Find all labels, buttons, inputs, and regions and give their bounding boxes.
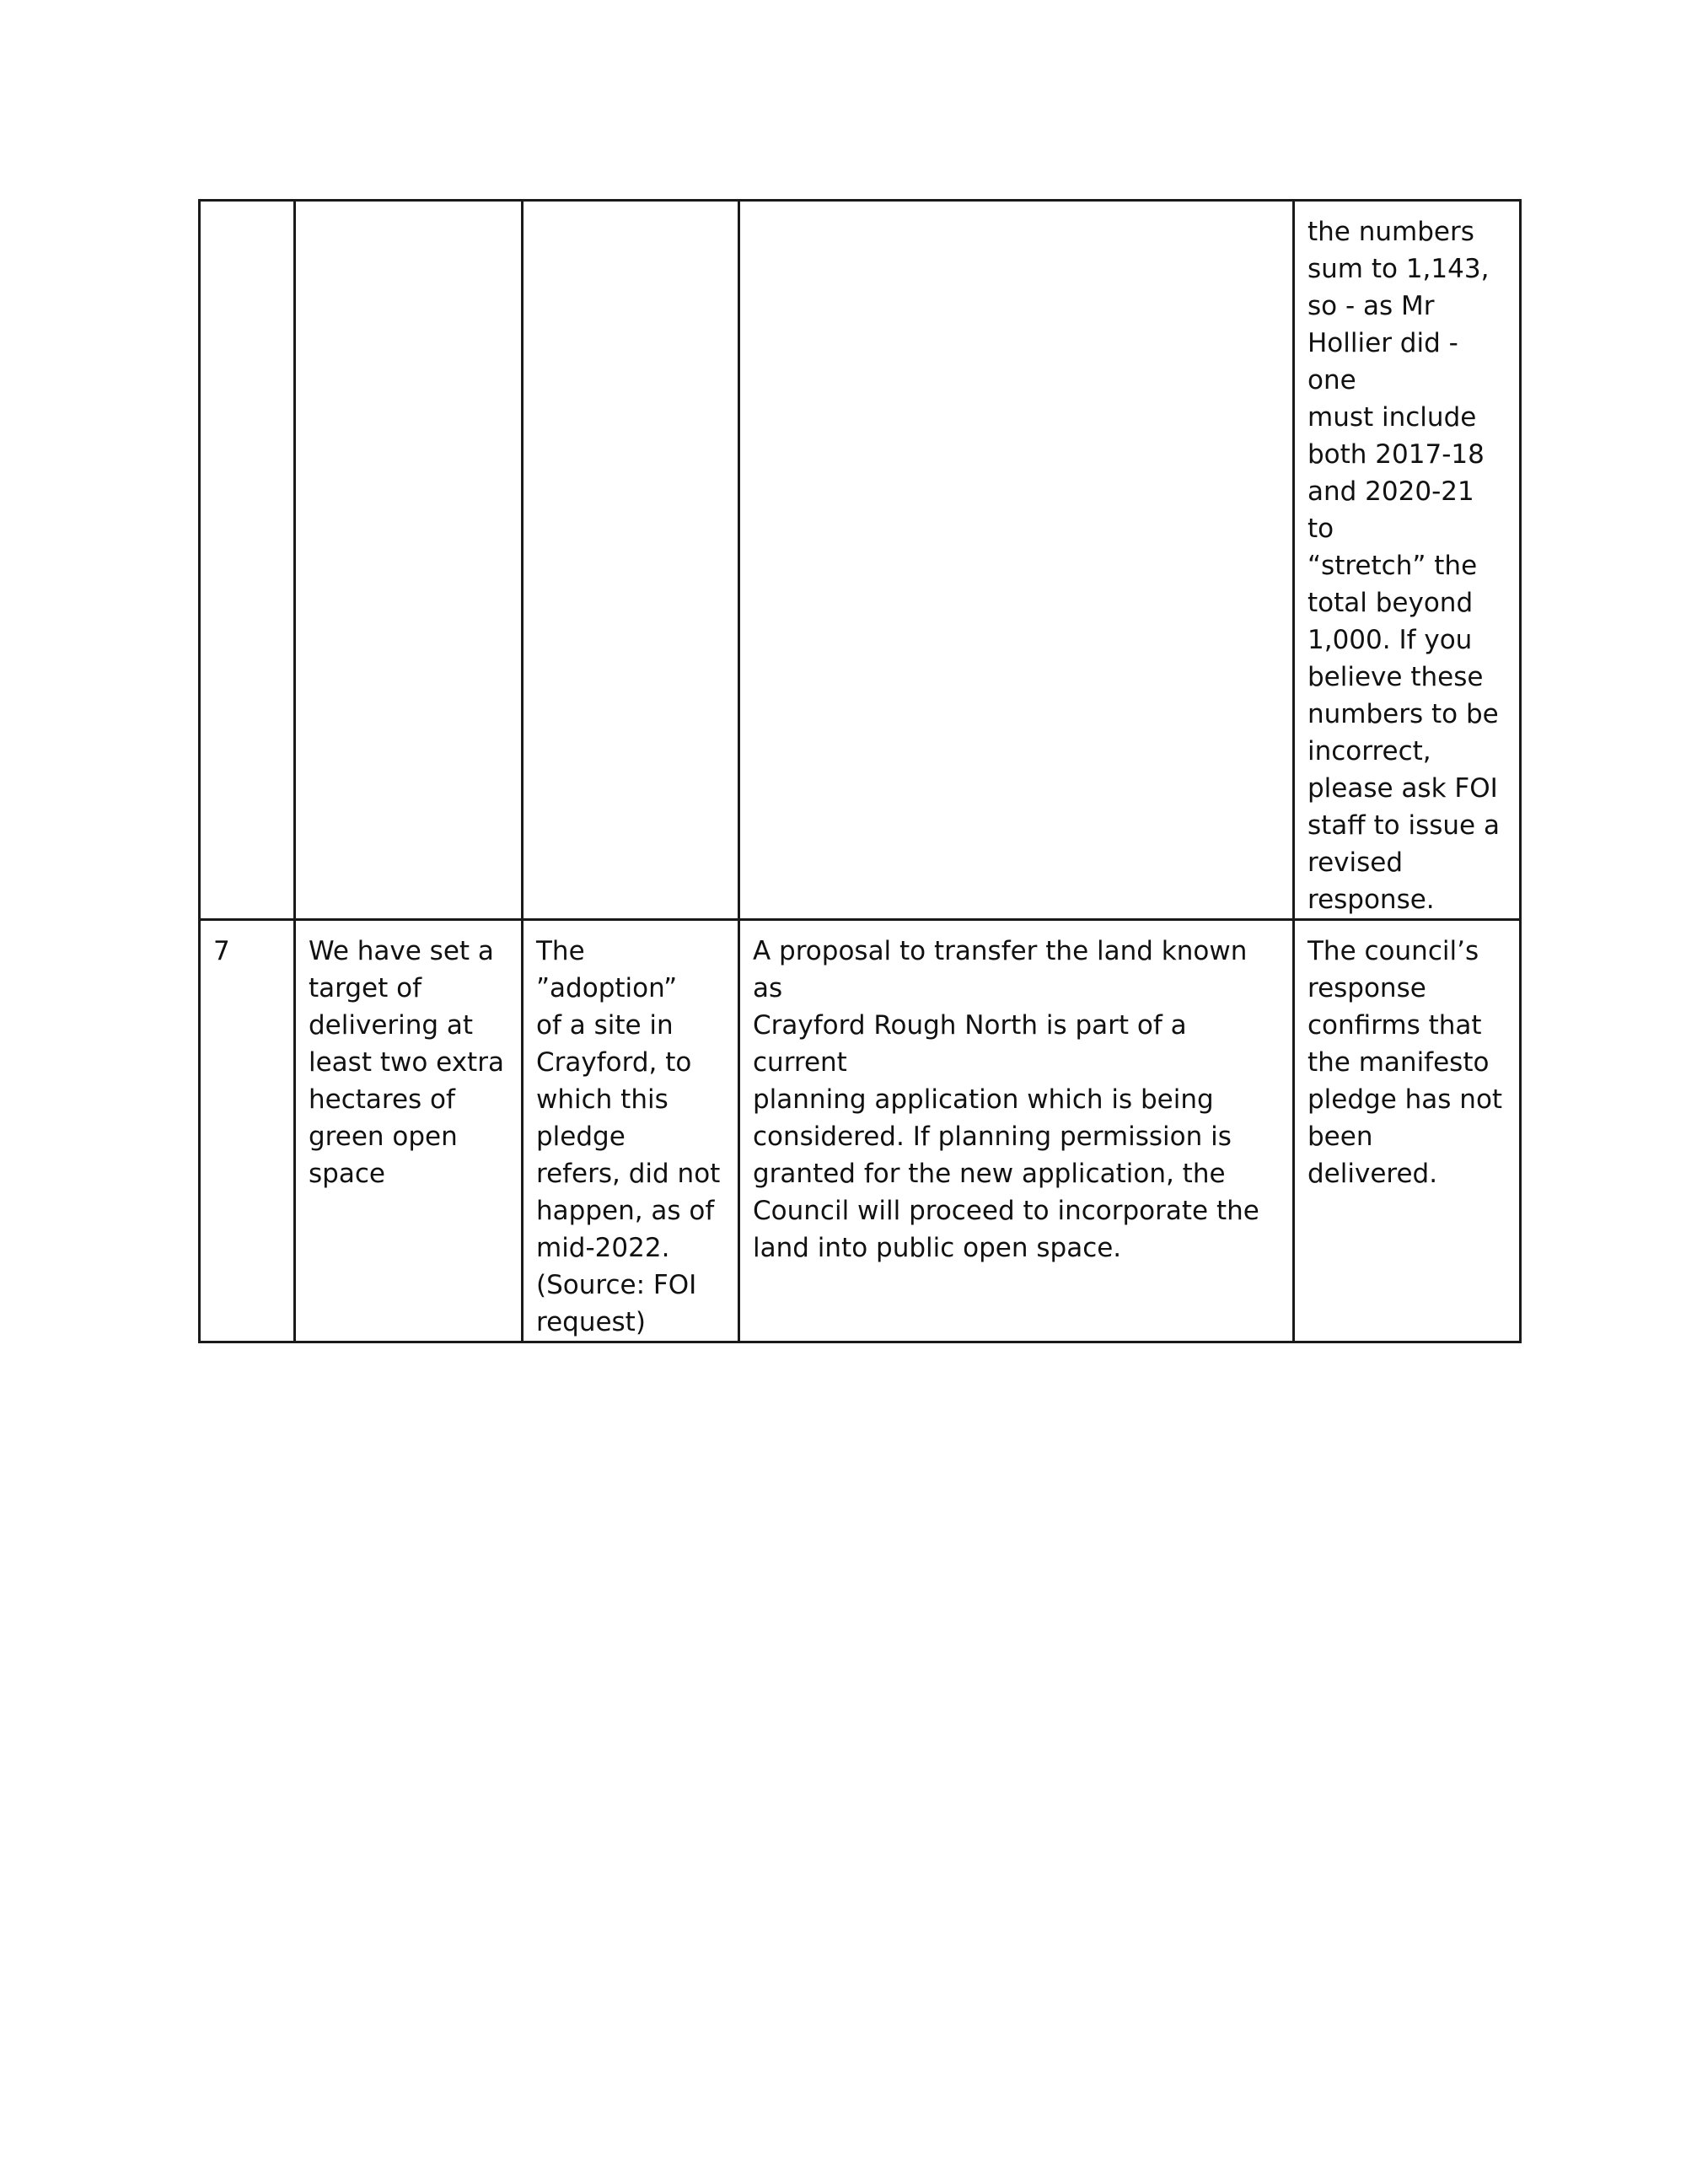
cell-finding — [523, 201, 739, 920]
cell-council-response — [739, 201, 1294, 920]
cell-number: 7 — [200, 920, 295, 1342]
pledge-table — [198, 199, 1522, 1343]
cell-comment: The council’s response confirms that the manifesto pledge has not been delivered. — [1294, 920, 1521, 1342]
table-row — [200, 920, 1521, 1342]
cell-finding: The ”adoption” of a site in Crayford, to which this pledge refers, did not happen, as of mid-2022. (Source: FOI request) — [523, 920, 739, 1342]
cell-council-response: A proposal to transfer the land known as Crayford Rough North is part of a current planning application which is being considered. If planning permission is granted for the new application, the Council will proceed to incorporate the land into public open space. — [739, 920, 1294, 1342]
cell-number — [200, 201, 295, 920]
table-row — [200, 201, 1521, 920]
cell-pledge: We have set a target of delivering at least two extra hectares of green open space — [295, 920, 523, 1342]
cell-pledge — [295, 201, 523, 920]
cell-comment: the numbers sum to 1,143, so - as Mr Hollier did - one must include both 2017-18 and 2020-21 to “stretch” the total beyond 1,000. If you believe these numbers to be incorrect, please ask FOI staff to issue a revised response. — [1294, 201, 1521, 920]
